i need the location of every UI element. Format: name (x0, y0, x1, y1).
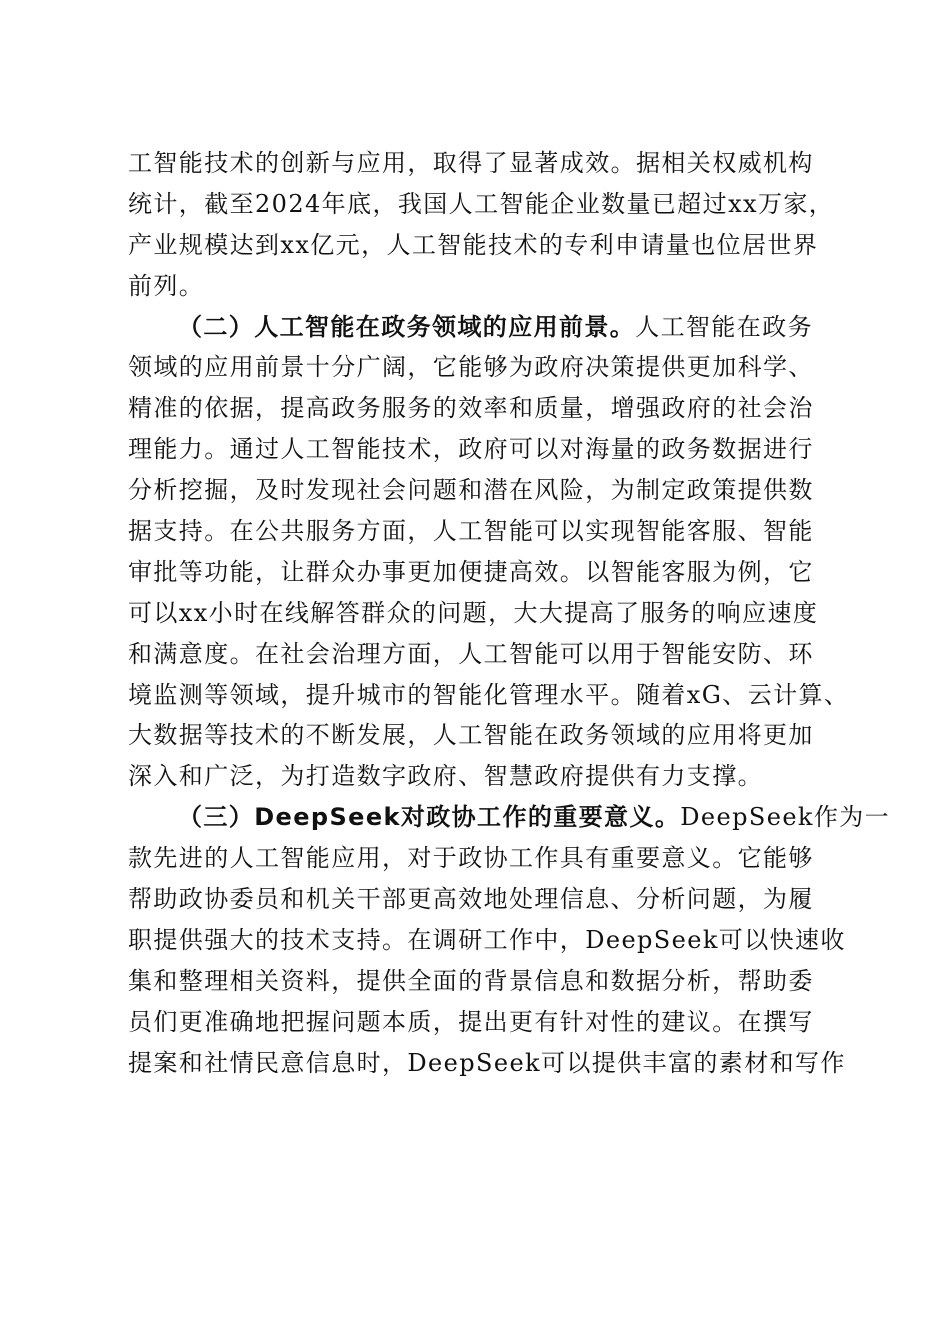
paragraph-3-line: 款先进的人工智能应用，对于政协工作具有重要意义。它能够 (128, 844, 814, 873)
paragraph-3-first-line-text: DeepSeek作为一 (680, 803, 891, 832)
paragraph-2-line: 审批等功能，让群众办事更加便捷高效。以智能客服为例，它 (128, 557, 814, 586)
paragraph-2-line: 分析挖掘，及时发现社会问题和潜在风险，为制定政策提供数 (128, 476, 814, 505)
paragraph-1-line: 工智能技术的创新与应用，取得了显著成效。据相关权威机构 (128, 149, 814, 177)
paragraph-3-line: 提案和社情民意信息时，DeepSeek可以提供丰富的素材和写作 (128, 1048, 846, 1077)
paragraph-1-line: 产业规模达到xx亿元，人工智能技术的专利申请量也位居世界 (128, 230, 819, 259)
section-2-heading: （二）人工智能在政务领域的应用前景。 (178, 312, 636, 341)
paragraph-2-line: 领域的应用前景十分广阔，它能够为政府决策提供更加科学、 (128, 353, 814, 382)
paragraph-1-line: 统计，截至2024年底，我国人工智能企业数量已超过xx万家， (128, 189, 835, 218)
paragraph-1-line: 前列。 (128, 271, 205, 300)
paragraph-3-line: 帮助政协委员和机关干部更高效地处理信息、分析问题，为履 (128, 885, 814, 914)
paragraph-3-first-line (128, 797, 891, 838)
paragraph-2-first-line (128, 307, 828, 348)
paragraph-2-line: 可以xx小时在线解答群众的问题，大大提高了服务的响应速度 (128, 598, 819, 627)
section-3-heading: （三）DeepSeek对政协工作的重要意义。 (178, 803, 681, 832)
paragraph-2-line: 深入和广泛，为打造数字政府、智慧政府提供有力支撑。 (128, 762, 763, 791)
document-body (128, 143, 891, 1083)
paragraph-3-line: 集和整理相关资料，提供全面的背景信息和数据分析，帮助委 (128, 966, 814, 995)
paragraph-3-line: 员们更准确地把握问题本质，提出更有针对性的建议。在撰写 (128, 1007, 814, 1036)
paragraph-3-line: 职提供强大的技术支持。在调研工作中，DeepSeek可以快速收 (128, 925, 846, 954)
paragraph-2-line: 大数据等技术的不断发展，人工智能在政务领域的应用将更加 (128, 721, 814, 750)
paragraph-2-line: 理能力。通过人工智能技术，政府可以对海量的政务数据进行 (128, 435, 814, 464)
paragraph-2-line: 精准的依据，提高政务服务的效率和质量，增强政府的社会治 (128, 394, 814, 423)
paragraph-2-first-line-text: 人工智能在政务 (635, 312, 814, 341)
paragraph-2-line: 和满意度。在社会治理方面，人工智能可以用于智能安防、环 (128, 639, 814, 668)
paragraph-2-line: 境监测等领域，提升城市的智能化管理水平。随着xG、云计算、 (128, 680, 850, 709)
paragraph-2-line: 据支持。在公共服务方面，人工智能可以实现智能客服、智能 (128, 517, 814, 546)
